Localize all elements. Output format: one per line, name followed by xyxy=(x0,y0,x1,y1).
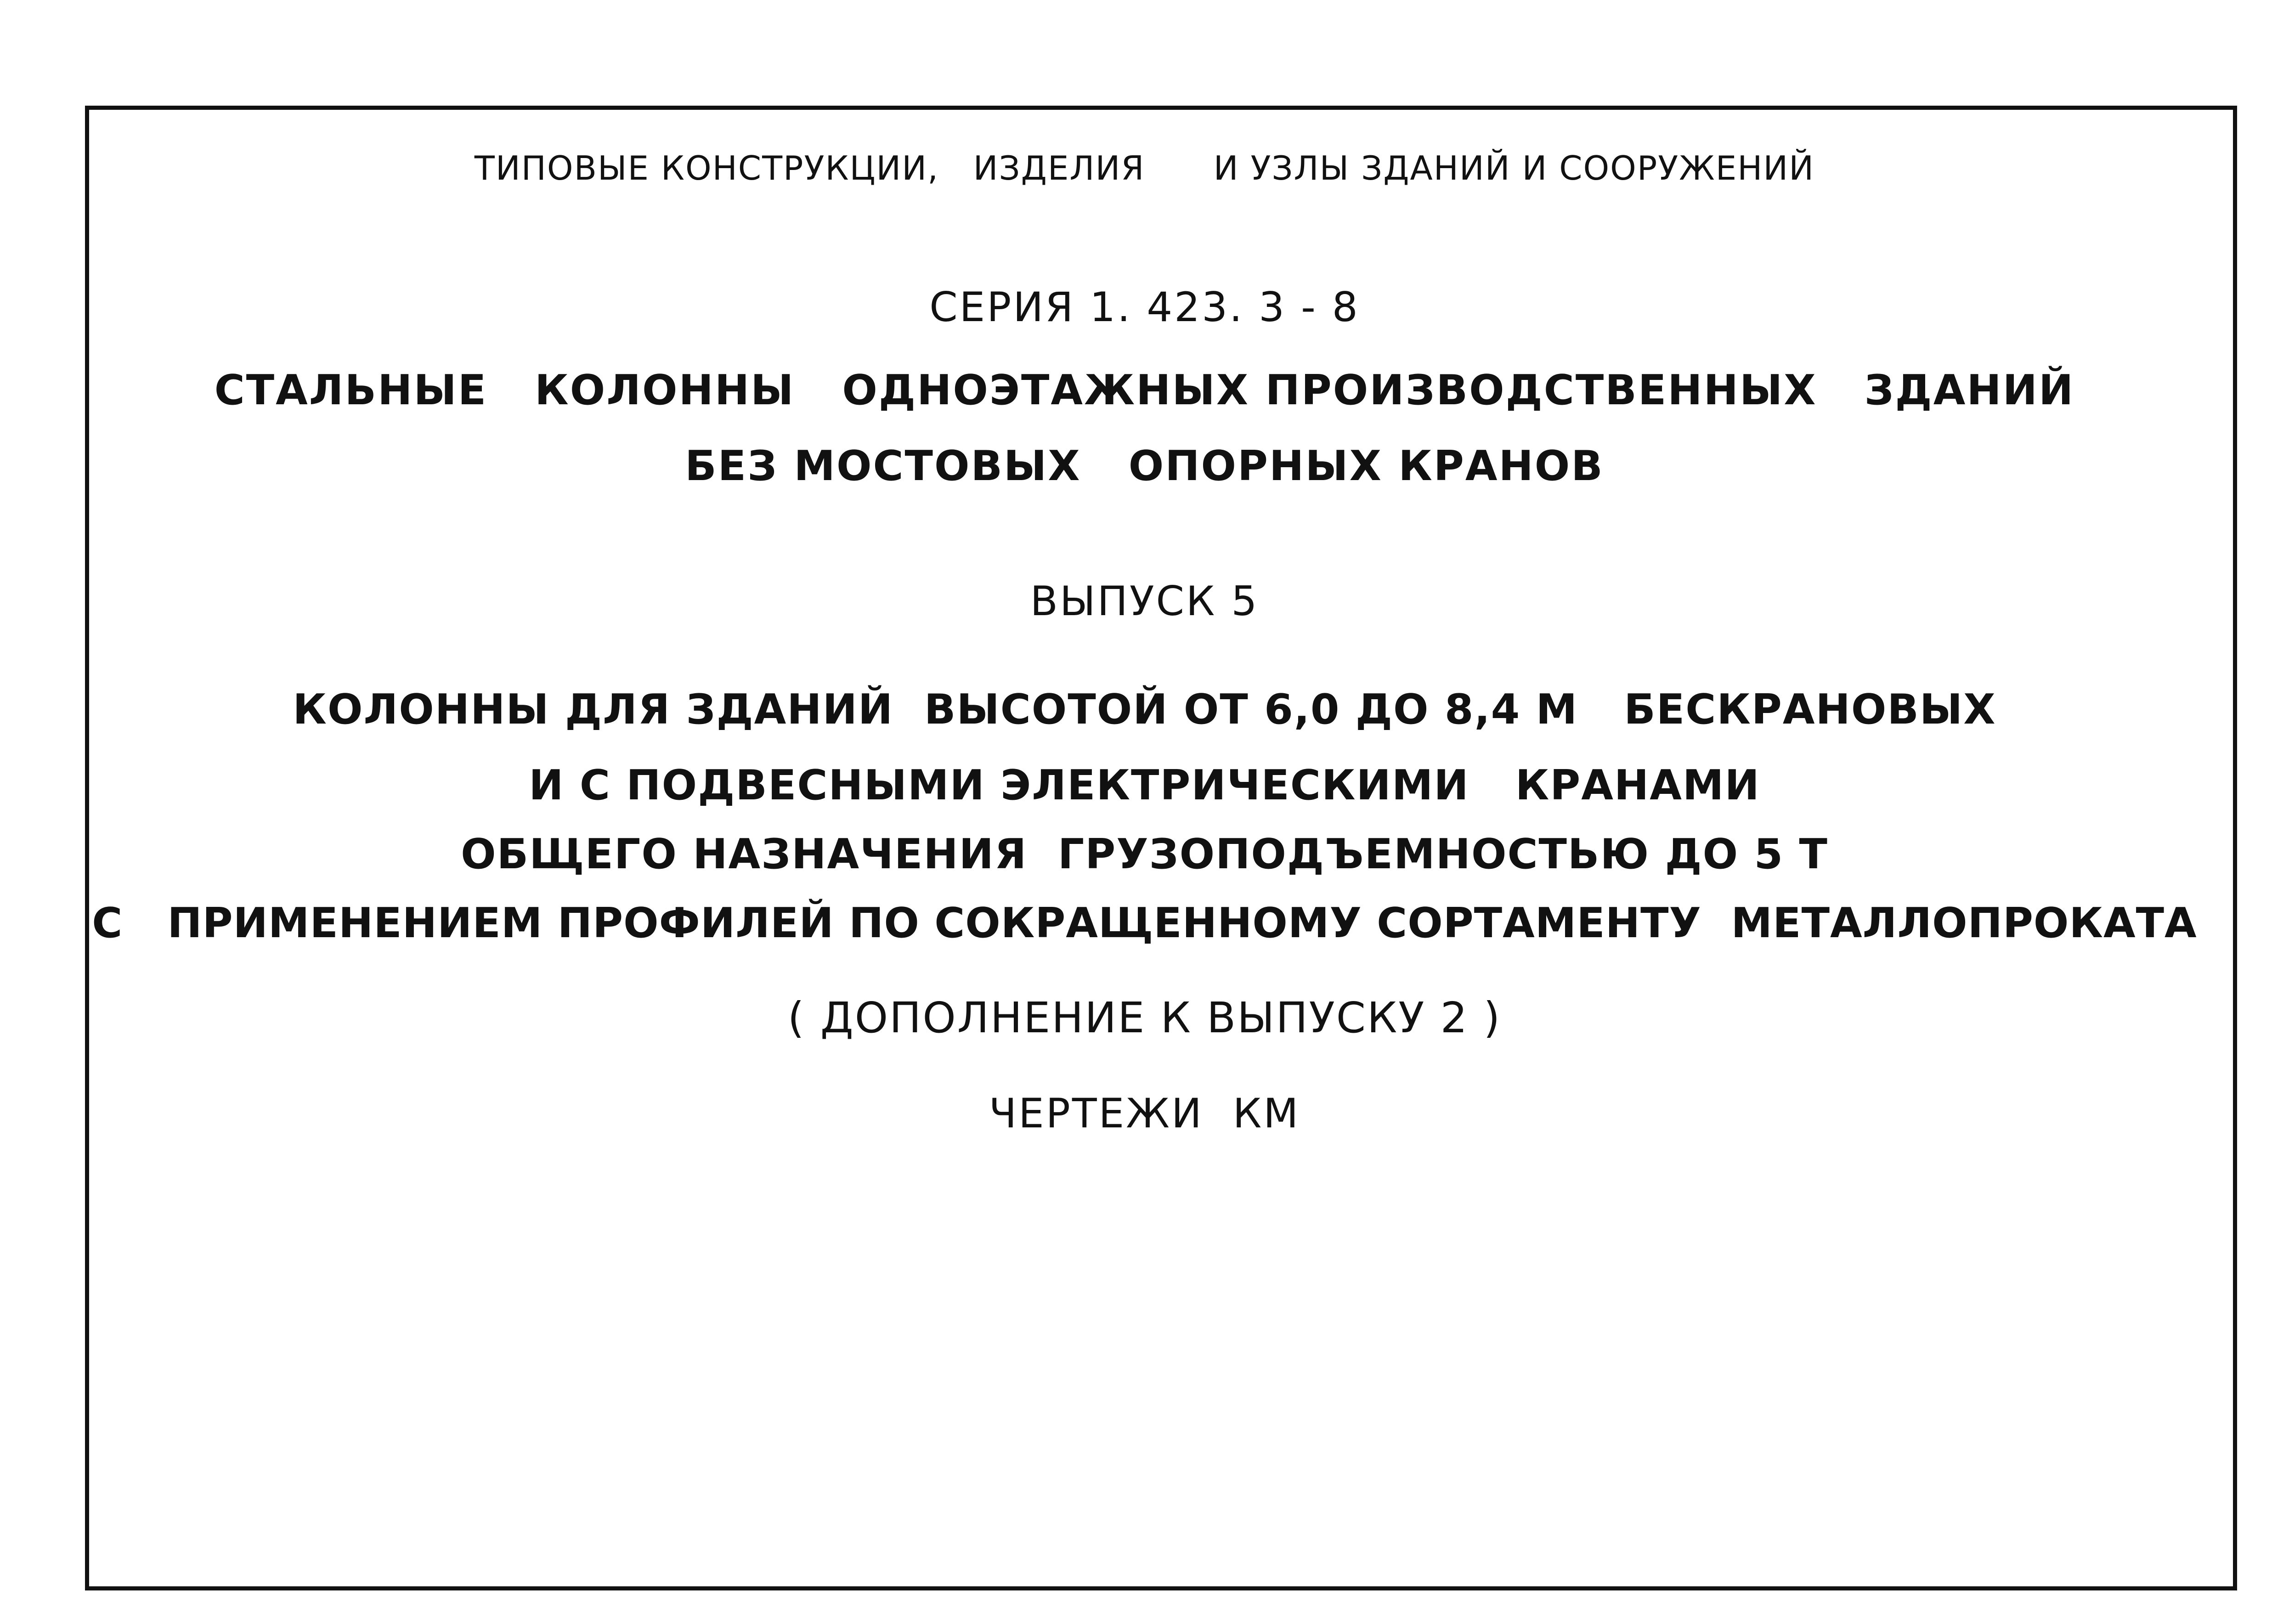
document-title-line-2: БЕЗ МОСТОВЫХ ОПОРНЫХ КРАНОВ xyxy=(685,442,1604,490)
document-title-line-1: СТАЛЬНЫЕ КОЛОННЫ ОДНОЭТАЖНЫХ ПРОИЗВОДСТВЕННЫХ ЗДАНИЙ xyxy=(214,366,2075,414)
header-title: ТИПОВЫЕ КОНСТРУКЦИИ, ИЗДЕЛИЯ И УЗЛЫ ЗДАНИЙ И СООРУЖЕНИЙ xyxy=(474,149,1815,187)
drawings-type: ЧЕРТЕЖИ КМ xyxy=(989,1090,1300,1137)
series-number: СЕРИЯ 1. 423. 3 - 8 xyxy=(929,283,1360,331)
description-line-4: С ПРИМЕНЕНИЕМ ПРОФИЛЕЙ ПО СОКРАЩЕННОМУ СОРТАМЕНТУ МЕТАЛЛОПРОКАТА xyxy=(92,899,2197,947)
description-line-2: И С ПОДВЕСНЫМИ ЭЛЕКТРИЧЕСКИМИ КРАНАМИ xyxy=(529,761,1760,809)
issue-number: ВЫПУСК 5 xyxy=(1030,577,1259,625)
description-line-1: КОЛОННЫ ДЛЯ ЗДАНИЙ ВЫСОТОЙ ОТ 6,0 ДО 8,4 М БЕСКРАНОВЫХ xyxy=(293,685,1996,734)
supplement-note: ( ДОПОЛНЕНИЕ К ВЫПУСКУ 2 ) xyxy=(787,993,1502,1042)
description-line-3: ОБЩЕГО НАЗНАЧЕНИЯ ГРУЗОПОДЪЕМНОСТЬЮ ДО 5 Т xyxy=(461,830,1828,878)
